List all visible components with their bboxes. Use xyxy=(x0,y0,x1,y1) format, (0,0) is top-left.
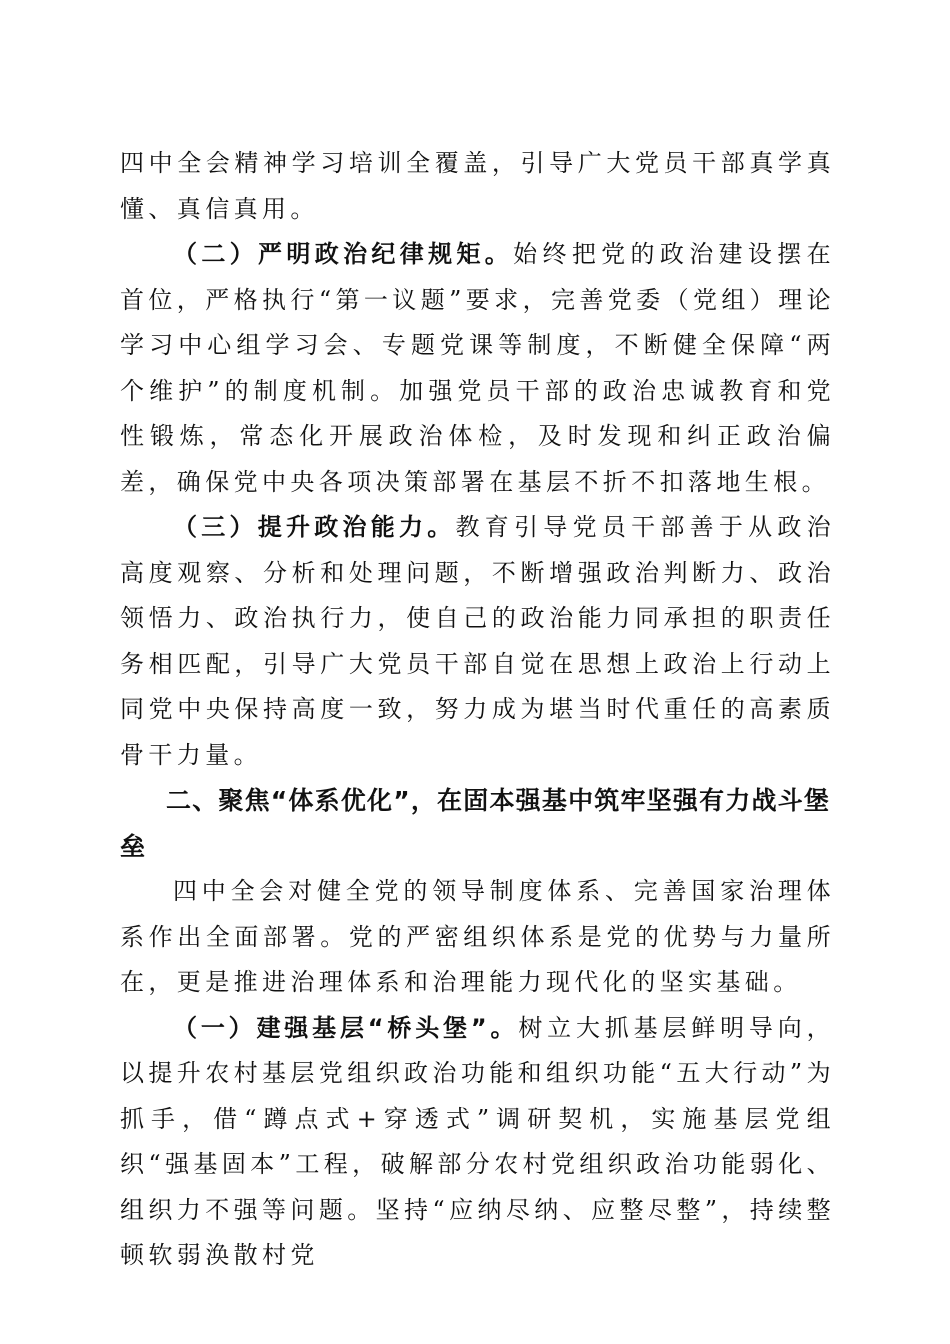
paragraph-political-discipline xyxy=(120,232,835,505)
section-heading: 二、聚焦“体系优化”，在固本强基中筑牢坚强有力战斗堡垒 xyxy=(120,786,831,861)
paragraph-text: 四中全会对健全党的领导制度体系、完善国家治理体系作出全面部署。党的严密组织体系是党的优势与力量所在，更是推进治理体系和治理能力现代化的坚实基础。 xyxy=(120,877,835,996)
paragraph-section-intro xyxy=(120,869,835,1006)
paragraph-text: 树立大抓基层鲜明导向，以提升农村基层党组织政治功能和组织功能“五大行动”为抓手，借“蹲点式+穿透式”调研契机，实施基层党组织“强基固本”工程，破解部分农村党组织政治功能弱化、组织力不强等问题。坚持“应纳尽纳、应整尽整”，持续整顿软弱涣散村党 xyxy=(120,1013,835,1269)
paragraph-lead-heading: （三）提升政治能力。 xyxy=(173,513,456,541)
paragraph-continuation xyxy=(120,141,835,232)
document-body xyxy=(120,141,835,1279)
paragraph-lead-heading: （二）严明政治纪律规矩。 xyxy=(173,240,514,268)
paragraph-text: 始终把党的政治建设摆在首位，严格执行“第一议题”要求，完善党委（党组）理论学习中心组学习会、专题党课等制度，不断健全保障“两个维护”的制度机制。加强党员干部的政治忠诚教育和党性锻炼，常态化开展政治体检，及时发现和纠正政治偏差，确保党中央各项决策部署在基层不折不扣落地生根。 xyxy=(120,240,835,496)
paragraph-lead-heading: （一）建强基层“桥头堡”。 xyxy=(173,1013,519,1042)
paragraph-text: 四中全会精神学习培训全覆盖，引导广大党员干部真学真懂、真信真用。 xyxy=(120,149,835,223)
paragraph-grassroots xyxy=(120,1006,835,1279)
paragraph-political-ability xyxy=(120,505,835,778)
paragraph-text: 教育引导党员干部善于从政治高度观察、分析和处理问题，不断增强政治判断力、政治领悟力、政治执行力，使自己的政治能力同承担的职责任务相匹配，引导广大党员干部自觉在思想上政治上行动上同党中央保持高度一致，努力成为堪当时代重任的高素质骨干力量。 xyxy=(120,513,835,769)
